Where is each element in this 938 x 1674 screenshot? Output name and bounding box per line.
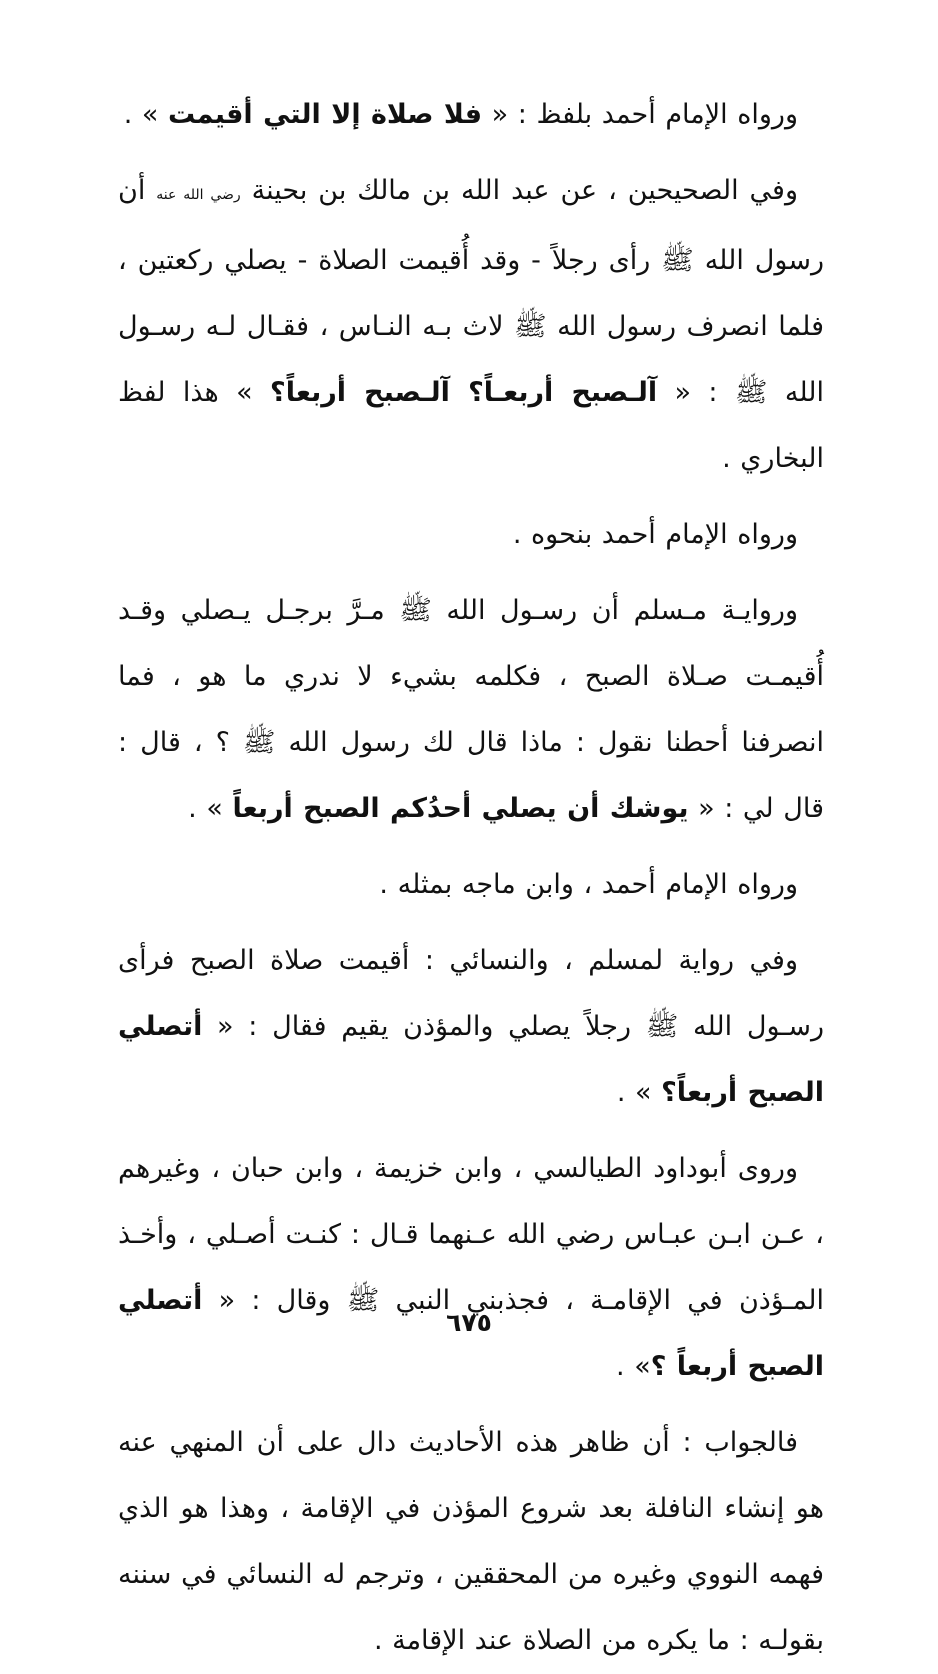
paragraph-text: » .	[616, 1077, 662, 1108]
paragraph-muslim-nasai	[118, 928, 824, 1126]
hadith-quote: أتصلي الصبح أربعاً ؟	[118, 1285, 824, 1382]
paragraph-text: وفي رواية لمسلم ، والنسائي : أقيمت صلاة الصبح فرأى رسـول الله ﷺ رجلاً يصلي والمؤذن يقيم فقال : «	[118, 945, 824, 1042]
paragraph-text: أن رسول الله ﷺ رأى رجلاً - وقد أُقيمت الصلاة - يصلي ركعتين ، فلما انصرف رسول الله ﷺ لاث بـه النـاس ، فقـال لـه رسـول الله ﷺ : «	[118, 175, 824, 408]
paragraph-muslim-narration	[118, 578, 824, 842]
hadith-quote: أتصلي الصبح أربعاً؟	[118, 1011, 824, 1108]
hadith-quote: فلا صلاة إلا التي أقيمت	[168, 99, 483, 130]
paragraph-tayalisi-narration	[118, 1136, 824, 1400]
paragraph-text: وفي الصحيحين ، عن عبد الله بن مالك بن بحينة	[240, 175, 798, 206]
hadith-quote: يوشك أن يصلي أحدُكم الصبح أربعاً	[232, 793, 689, 824]
paragraph-text: وروى أبوداود الطيالسي ، وابن خزيمة ، وابن حبان ، وغيرهم ، عـن ابـن عبـاس رضي الله عـنهما قـال : كنـت أصـلي ، وأخـذ المـؤذن في الإقامـة ، فجذبني النبي ﷺ وقال : «	[118, 1153, 824, 1316]
paragraph-text: » هذا لفظ البخاري .	[118, 377, 824, 474]
paragraph-text: فالجواب : أن ظاهر هذه الأحاديث دال على أن المنهي عنه هو إنشاء النافلة بعد شروع المؤذن في الإقامة ، وهذا هو الذي فهمه النووي وغيره من المحققين ، وترجم له النسائي في سننه بقولـه : ما يكره من الصلاة عند الإقامة .	[118, 1427, 824, 1656]
paragraph-ahmad-ibnmajah	[118, 852, 824, 918]
page-number: ٦٧٥	[446, 1308, 492, 1337]
paragraph-text: » .	[616, 1351, 651, 1382]
paragraph-text: ورواه الإمام أحمد بلفظ : «	[482, 99, 798, 130]
paragraph-text: ورواه الإمام أحمد بنحوه .	[512, 519, 798, 550]
paragraph-ahmad-similar	[118, 502, 824, 568]
paragraph-answer	[118, 1410, 824, 1674]
paragraph-text: ورواه الإمام أحمد ، وابن ماجه بمثله .	[379, 869, 798, 900]
paragraph-text: » .	[188, 793, 233, 824]
paragraph-text: » .	[123, 99, 169, 130]
paragraph-text: وروايـة مـسلم أن رسـول الله ﷺ مـرَّ برجـل يـصلي وقـد أُقيمـت صـلاة الصبح ، فكلمه بشيء لا ندري ما هو ، فما انصرفنا أحطنا نقول : ماذا قال لك رسول الله ﷺ ؟ ، قال : قال لي : «	[118, 595, 824, 824]
honorific-glyph: رضي الله عنه	[156, 187, 241, 203]
hadith-quote: آلـصبح أربعـاً؟ آلـصبح أربعاً؟	[270, 377, 658, 408]
paragraph-ahmad-wording	[118, 82, 824, 148]
paragraph-sahihain-narration	[118, 158, 824, 492]
